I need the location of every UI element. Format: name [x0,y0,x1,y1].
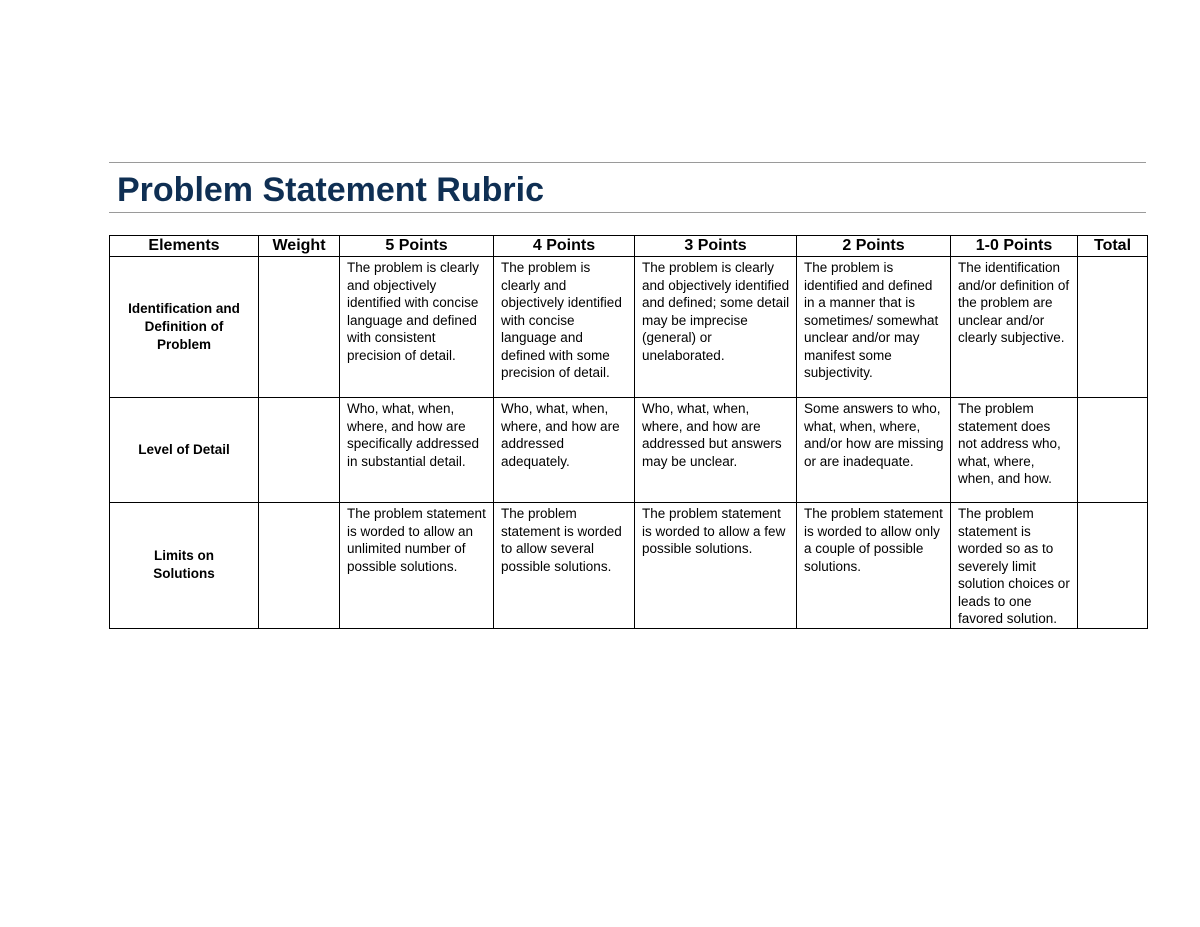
criteria-cell-5-points: Who, what, when, where, and how are specifically addressed in substantial detail. [340,398,494,503]
header-elements: Elements [110,236,259,257]
criteria-cell-3-points: The problem statement is worded to allow a few possible solutions. [635,503,797,629]
total-cell [1078,257,1148,398]
criteria-cell-2-points: Some answers to who, what, when, where, and/or how are missing or are inadequate. [797,398,951,503]
weight-cell [259,257,340,398]
criteria-cell-4-points: Who, what, when, where, and how are addressed adequately. [494,398,635,503]
title-top-rule [109,162,1146,163]
header-total: Total [1078,236,1148,257]
element-label: Level of Detail [138,442,230,457]
weight-cell [259,503,340,629]
criteria-cell-5-points: The problem statement is worded to allow an unlimited number of possible solutions. [340,503,494,629]
rubric-table [109,235,1148,629]
criteria-cell-2-points: The problem is identified and defined in a manner that is sometimes/ somewhat unclear and/or may manifest some subjectivity. [797,257,951,398]
criteria-cell-3-points: Who, what, when, where, and how are addressed but answers may be unclear. [635,398,797,503]
total-cell [1078,503,1148,629]
criteria-cell-1-0-points: The identification and/or definition of the problem are unclear and/or clearly subjective. [951,257,1078,398]
page-title: Problem Statement Rubric [117,171,544,209]
weight-cell [259,398,340,503]
criteria-cell-4-points: The problem is clearly and objectively identified with concise language and defined with some precision of detail. [494,257,635,398]
criteria-cell-1-0-points: The problem statement is worded so as to severely limit solution choices or leads to one favored solution. [951,503,1078,629]
criteria-cell-4-points: The problem statement is worded to allow several possible solutions. [494,503,635,629]
criteria-cell-2-points: The problem statement is worded to allow only a couple of possible solutions. [797,503,951,629]
element-cell [110,503,259,629]
table-row [110,257,1148,398]
header-3-points: 3 Points [635,236,797,257]
header-5-points: 5 Points [340,236,494,257]
table-row [110,503,1148,629]
element-cell [110,398,259,503]
criteria-cell-5-points: The problem is clearly and objectively identified with concise language and defined with consistent precision of detail. [340,257,494,398]
header-4-points: 4 Points [494,236,635,257]
element-label: Limits on Solutions [153,548,215,582]
header-2-points: 2 Points [797,236,951,257]
header-1-0-points: 1-0 Points [951,236,1078,257]
element-cell [110,257,259,398]
criteria-cell-3-points: The problem is clearly and objectively identified and defined; some detail may be imprecise (general) or unelaborated. [635,257,797,398]
title-bottom-rule [109,212,1146,213]
criteria-cell-1-0-points: The problem statement does not address who, what, where, when, and how. [951,398,1078,503]
table-row [110,398,1148,503]
header-weight: Weight [259,236,340,257]
header-row [110,236,1148,257]
element-label: Identification and Definition of Problem [128,301,240,352]
total-cell [1078,398,1148,503]
